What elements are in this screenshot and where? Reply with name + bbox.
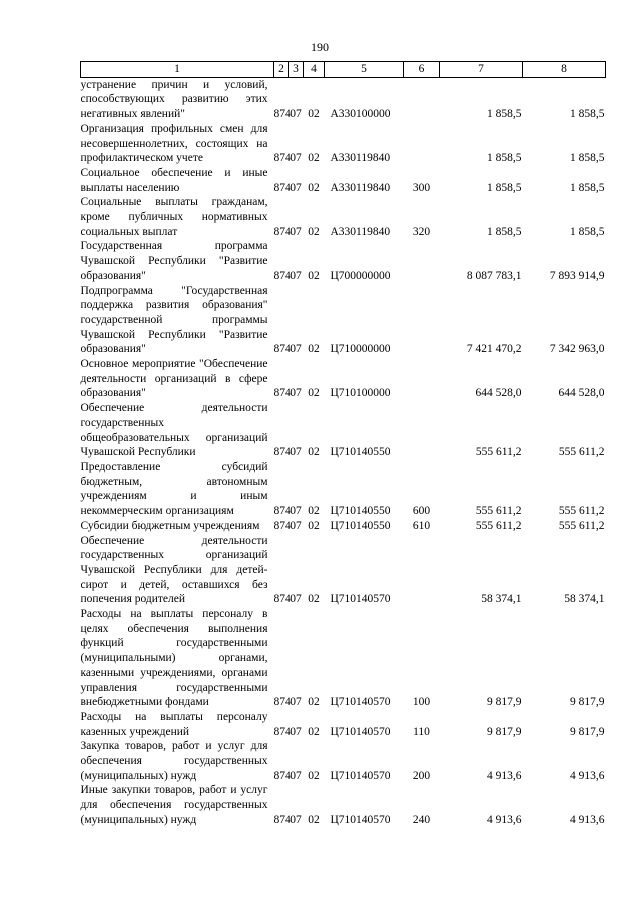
row-amount-2: 9 817,9: [570, 696, 605, 709]
row-ministry-code: 874: [273, 108, 291, 121]
row-section-code: 07: [290, 505, 302, 518]
row-amount-2: 555 611,2: [558, 505, 605, 518]
header-col-5: 5: [325, 62, 404, 78]
table-row: [81, 534, 606, 608]
row-amount-2: 9 817,9: [570, 725, 605, 738]
row-name: Обеспечение деятельности государственных организаций Чувашской Республики для детей-сирот и детей, оставшихся без попечения родителей: [80, 534, 268, 606]
row-ministry-code: 874: [273, 181, 291, 194]
row-target-article: Ц710140570: [330, 593, 391, 606]
row-subsection-code: 02: [308, 387, 320, 400]
row-amount-2: 4 913,6: [570, 769, 605, 782]
table-row: [81, 739, 606, 783]
row-expense-type: 320: [412, 225, 431, 238]
row-amount-2: 58 374,1: [564, 593, 605, 606]
row-subsection-code: 02: [308, 593, 320, 606]
row-subsection-code: 02: [308, 343, 320, 356]
row-section-code: 07: [290, 519, 302, 532]
row-ministry-code: 874: [273, 725, 291, 738]
row-amount-2: 555 611,2: [558, 519, 605, 532]
table-row: [81, 519, 606, 534]
row-expense-type: [404, 77, 440, 122]
row-name: Закупка товаров, работ и услуг для обеспечения государственных (муниципальных) нужд: [80, 740, 268, 782]
row-name: Расходы на выплаты персоналу в целях обеспечения выполнения функций государственными (муниципальными) органами, казенными учреждениями, органами управления государственными внебюджетными фондами: [80, 608, 268, 709]
row-ministry-code: 874: [273, 225, 291, 238]
row-section-code: 07: [290, 696, 302, 709]
row-expense-type: [404, 284, 440, 358]
header-col-2: 2: [274, 62, 289, 78]
row-target-article: Ц710140550: [330, 519, 391, 532]
row-target-article: Ц710140570: [330, 813, 391, 826]
row-amount-1: 8 087 783,1: [466, 269, 522, 282]
row-name: Обеспечение деятельности государственных общеобразовательных организаций Чувашской Республики: [80, 402, 268, 459]
row-name: Государственная программа Чувашской Республики "Развитие образования": [80, 240, 268, 282]
row-amount-1: 644 528,0: [475, 387, 522, 400]
row-amount-1: 555 611,2: [475, 446, 522, 459]
row-target-article: Ц700000000: [330, 269, 391, 282]
row-ministry-code: 874: [273, 696, 291, 709]
page-number: 190: [311, 40, 329, 54]
row-subsection-code: 02: [308, 446, 320, 459]
table-header-row: [81, 62, 606, 78]
row-expense-type: 200: [412, 769, 431, 782]
row-target-article: Ц710000000: [330, 343, 391, 356]
header-col-7: 7: [440, 62, 523, 78]
table-row: [81, 401, 606, 460]
row-amount-1: 1 858,5: [487, 108, 522, 121]
row-ministry-code: 874: [273, 152, 291, 165]
row-ministry-code: 874: [273, 505, 291, 518]
table-row: [81, 166, 606, 195]
row-subsection-code: 02: [308, 769, 320, 782]
row-ministry-code: 874: [273, 343, 291, 356]
row-target-article: А330119840: [330, 152, 391, 165]
row-expense-type: 300: [412, 181, 431, 194]
row-subsection-code: 02: [308, 505, 320, 518]
header-col-1: 1: [81, 62, 274, 78]
table-row: [81, 122, 606, 166]
row-amount-1: 555 611,2: [475, 505, 522, 518]
table-row: [81, 710, 606, 739]
row-name: Основное мероприятие "Обеспечение деятельности организаций в сфере образования": [80, 358, 268, 400]
row-amount-2: 4 913,6: [570, 813, 605, 826]
row-ministry-code: 874: [273, 446, 291, 459]
row-subsection-code: 02: [308, 813, 320, 826]
row-target-article: А330100000: [330, 108, 391, 121]
row-amount-1: 1 858,5: [487, 225, 522, 238]
row-expense-type: 240: [412, 813, 431, 826]
row-amount-1: 7 421 470,2: [466, 343, 522, 356]
table-row: [81, 607, 606, 710]
row-name: Субсидии бюджетным учреждениям: [80, 519, 260, 532]
row-amount-2: 555 611,2: [558, 446, 605, 459]
row-amount-1: 9 817,9: [487, 725, 522, 738]
row-amount-2: 7 342 963,0: [549, 343, 605, 356]
budget-table: [80, 61, 606, 828]
row-target-article: А330119840: [330, 225, 391, 238]
row-target-article: А330119840: [330, 181, 391, 194]
row-target-article: Ц710140570: [330, 769, 391, 782]
row-name: устранение причин и условий, способствующих развитию этих негативных явлений": [80, 78, 268, 121]
row-section-code: 07: [290, 181, 302, 194]
row-amount-2: 644 528,0: [558, 387, 605, 400]
row-subsection-code: 02: [308, 225, 320, 238]
row-section-code: 07: [290, 343, 302, 356]
row-ministry-code: 874: [273, 769, 291, 782]
row-section-code: 07: [290, 725, 302, 738]
row-section-code: 07: [290, 593, 302, 606]
row-section-code: 07: [290, 387, 302, 400]
table-row: [81, 460, 606, 519]
row-expense-type: [404, 401, 440, 460]
row-section-code: 07: [290, 269, 302, 282]
row-amount-1: 58 374,1: [481, 593, 522, 606]
row-subsection-code: 02: [308, 181, 320, 194]
header-col-8: 8: [523, 62, 606, 78]
row-amount-2: 1 858,5: [570, 108, 605, 121]
table-row: [81, 239, 606, 283]
row-ministry-code: 874: [273, 813, 291, 826]
row-ministry-code: 874: [273, 519, 291, 532]
header-col-6: 6: [404, 62, 440, 78]
row-subsection-code: 02: [308, 696, 320, 709]
row-target-article: Ц710140570: [330, 696, 391, 709]
row-amount-2: 7 893 914,9: [549, 269, 605, 282]
row-target-article: Ц710140550: [330, 446, 391, 459]
row-expense-type: 600: [412, 505, 431, 518]
row-ministry-code: 874: [273, 269, 291, 282]
row-ministry-code: 874: [273, 387, 291, 400]
header-col-3: 3: [289, 62, 304, 78]
row-section-code: 07: [290, 769, 302, 782]
row-expense-type: 110: [413, 725, 430, 738]
row-ministry-code: 874: [273, 593, 291, 606]
table-row: [81, 77, 606, 122]
row-amount-1: 4 913,6: [487, 769, 522, 782]
row-amount-1: 9 817,9: [487, 696, 522, 709]
row-subsection-code: 02: [308, 269, 320, 282]
row-amount-1: 1 858,5: [487, 152, 522, 165]
row-name: Подпрограмма "Государственная поддержка развития образования" государственной программы Чувашской Республики "Развитие образования": [80, 284, 268, 356]
row-target-article: Ц710100000: [330, 387, 391, 400]
row-name: Социальные выплаты гражданам, кроме публичных нормативных социальных выплат: [80, 196, 268, 238]
row-name: Организация профильных смен для несовершеннолетних, состоящих на профилактическом учете: [80, 122, 268, 165]
table-row: [81, 195, 606, 239]
row-target-article: Ц710140550: [330, 505, 391, 518]
row-subsection-code: 02: [308, 152, 320, 165]
table-row: [81, 783, 606, 827]
table-row: [81, 357, 606, 401]
row-subsection-code: 02: [308, 108, 320, 121]
table-row: [81, 284, 606, 358]
row-amount-2: 1 858,5: [570, 152, 605, 165]
row-name: Предоставление субсидий бюджетным, автономным учреждениям и иным некоммерческим организациям: [80, 460, 268, 518]
row-amount-2: 1 858,5: [570, 181, 605, 194]
row-expense-type: [404, 534, 440, 608]
row-section-code: 07: [290, 225, 302, 238]
row-name: Иные закупки товаров, работ и услуг для обеспечения государственных (муниципальных) нужд: [80, 784, 268, 826]
row-expense-type: 100: [412, 696, 431, 709]
row-expense-type: [404, 122, 440, 166]
row-subsection-code: 02: [308, 519, 320, 532]
row-amount-1: 4 913,6: [487, 813, 522, 826]
header-col-4: 4: [304, 62, 325, 78]
row-name: Социальное обеспечение и иные выплаты населению: [80, 166, 268, 194]
row-subsection-code: 02: [308, 725, 320, 738]
row-amount-1: 555 611,2: [475, 519, 522, 532]
row-target-article: Ц710140570: [330, 725, 391, 738]
row-expense-type: 610: [412, 519, 431, 532]
row-section-code: 07: [290, 813, 302, 826]
row-section-code: 07: [290, 446, 302, 459]
row-amount-1: 1 858,5: [487, 181, 522, 194]
row-section-code: 07: [290, 152, 302, 165]
row-amount-2: 1 858,5: [570, 225, 605, 238]
row-name: Расходы на выплаты персоналу казенных учреждений: [80, 710, 268, 738]
row-section-code: 07: [290, 108, 302, 121]
row-expense-type: [404, 239, 440, 283]
row-expense-type: [404, 357, 440, 401]
